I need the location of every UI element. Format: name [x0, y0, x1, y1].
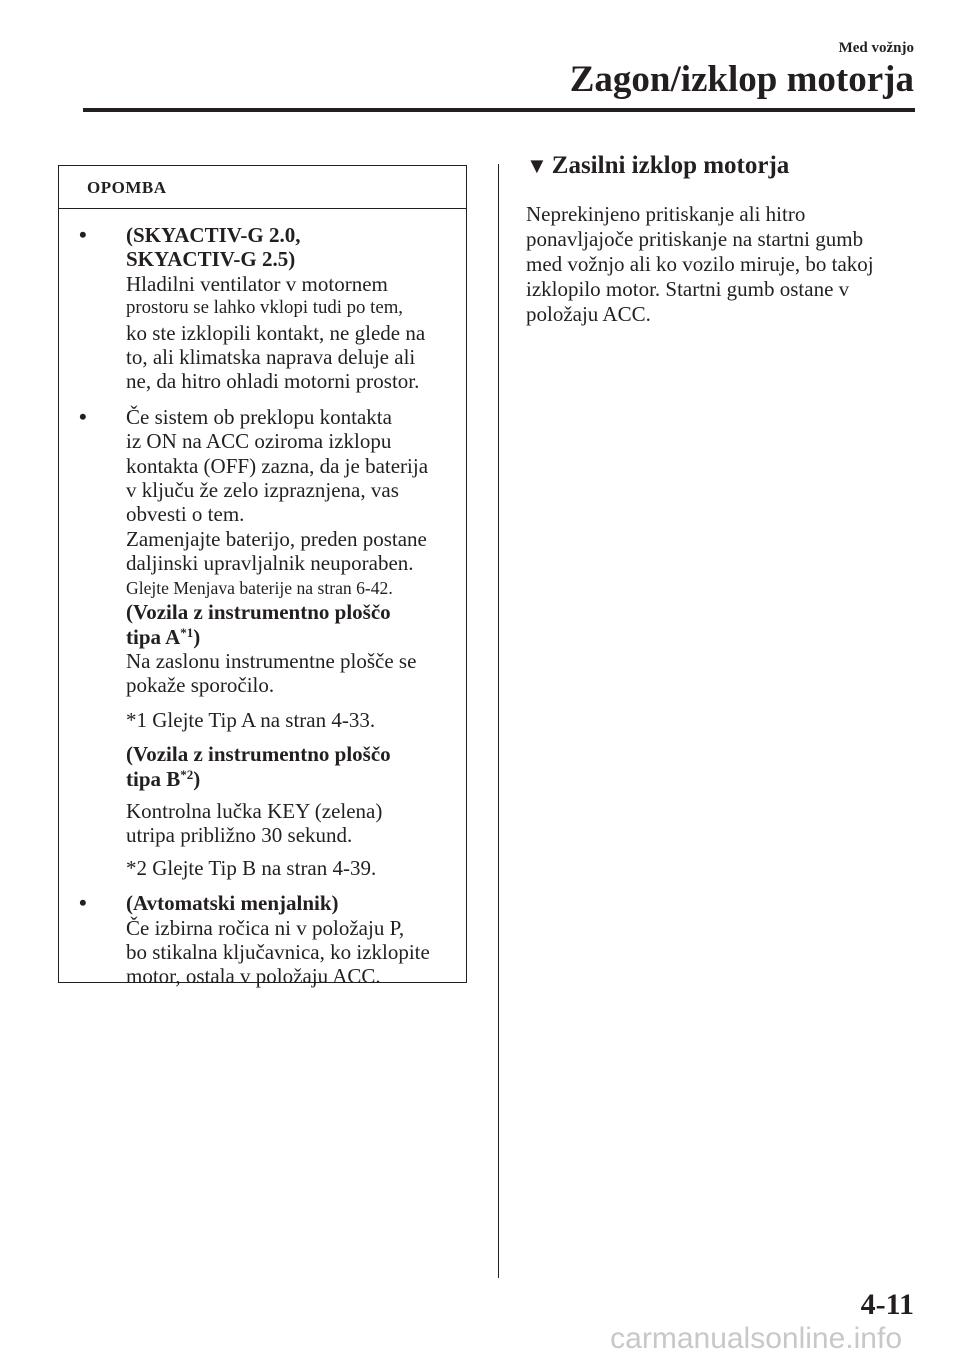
type-a-label: tipa A: [126, 624, 181, 649]
footnote: *2 Glejte Tip B na stran 4-39.: [126, 855, 377, 880]
text-line: Če sistem ob preklopu kontakta: [126, 404, 392, 429]
header-rule: [83, 108, 915, 112]
page-title: Zagon/izklop motorja: [569, 59, 914, 100]
note-item-skyactiv: [73, 223, 463, 394]
text-line: Zamenjajte baterijo, preden postane: [126, 526, 427, 551]
text-line: bo stikalna ključavnica, ko izklopite: [126, 939, 430, 964]
note-item-automatic: [73, 891, 463, 989]
type-b-close: ): [193, 766, 201, 791]
text-line: daljinski upravljalnik neuporaben.: [126, 551, 414, 576]
text-line: ponavljajoče pritiskanje na startni gumb: [526, 227, 864, 251]
note-heading-rule: [59, 208, 466, 209]
page-number: 4-11: [860, 1288, 914, 1321]
type-a-title: (Vozila z instrumentno ploščo: [126, 600, 391, 625]
text-line: položaju ACC.: [526, 302, 651, 326]
text-line: kontakta (OFF) zazna, da je baterija: [126, 453, 429, 478]
triangle-down-icon: ▼: [526, 153, 548, 178]
text-line: Hladilni ventilator v motornem: [126, 271, 388, 296]
watermark: carmanualsonline.info: [610, 1322, 902, 1355]
text-line: ne, da hitro ohladi motorni prostor.: [126, 369, 420, 394]
text-line: v ključu že zelo izpraznjena, vas: [126, 478, 399, 503]
text-line: to, ali klimatska naprava deluje ali: [126, 345, 416, 370]
type-b-title: (Vozila z instrumentno ploščo: [126, 742, 391, 767]
column-divider: [498, 164, 499, 1278]
header-section-label: Med vožnjo: [838, 40, 914, 56]
text-line: med vožnjo ali ko vozilo miruje, bo takoj: [526, 252, 874, 276]
text-line: obvesti o tem.: [126, 502, 245, 527]
section-title: Zasilni izklop motorja: [551, 152, 790, 179]
footnote-marker: *1: [180, 624, 194, 640]
type-a-close: ): [193, 624, 201, 649]
bullet-icon: •: [79, 890, 87, 916]
note-item-battery: [73, 405, 463, 880]
text-line: izklopilo motor. Startni gumb ostane v: [526, 277, 850, 301]
note-box: [58, 165, 467, 989]
bullet-icon: •: [79, 222, 87, 247]
type-a-title: [126, 625, 463, 649]
note-body: [73, 223, 463, 989]
text-line: Neprekinjeno pritiskanje ali hitro: [526, 202, 806, 226]
footnote: *1 Glejte Tip A na stran 4-33.: [126, 707, 376, 732]
bullet-icon: •: [79, 403, 87, 429]
item-title: (SKYACTIV-G 2.0,: [126, 223, 301, 247]
section-body: [526, 202, 926, 327]
text-line: iz ON na ACC oziroma izklopu: [126, 429, 392, 454]
text-line: motor, ostala v položaju ACC.: [126, 964, 381, 989]
text-line: Kontrolna lučka KEY (zelena): [126, 798, 383, 823]
text-line: pokaže sporočilo.: [126, 673, 275, 698]
text-line: utripa približno 30 sekund.: [126, 823, 353, 848]
item-title: SKYACTIV-G 2.5): [126, 247, 296, 272]
footnote-marker: *2: [180, 766, 194, 782]
text-line: prostoru se lahko vklopi tudi po tem,: [126, 297, 403, 319]
type-b-title: [126, 767, 463, 791]
text-line: ko ste izklopili kontakt, ne glede na: [126, 320, 426, 345]
text-line: Glejte Menjava baterije na stran 6-42.: [126, 577, 393, 598]
text-line: Če izbirna ročica ni v položaju P,: [126, 915, 405, 940]
section-heading: [526, 152, 789, 180]
note-heading: OPOMBA: [87, 178, 167, 197]
item-title: (Avtomatski menjalnik): [126, 891, 339, 916]
text-line: Na zaslonu instrumentne plošče se: [126, 648, 417, 673]
type-b-label: tipa B: [126, 766, 181, 791]
